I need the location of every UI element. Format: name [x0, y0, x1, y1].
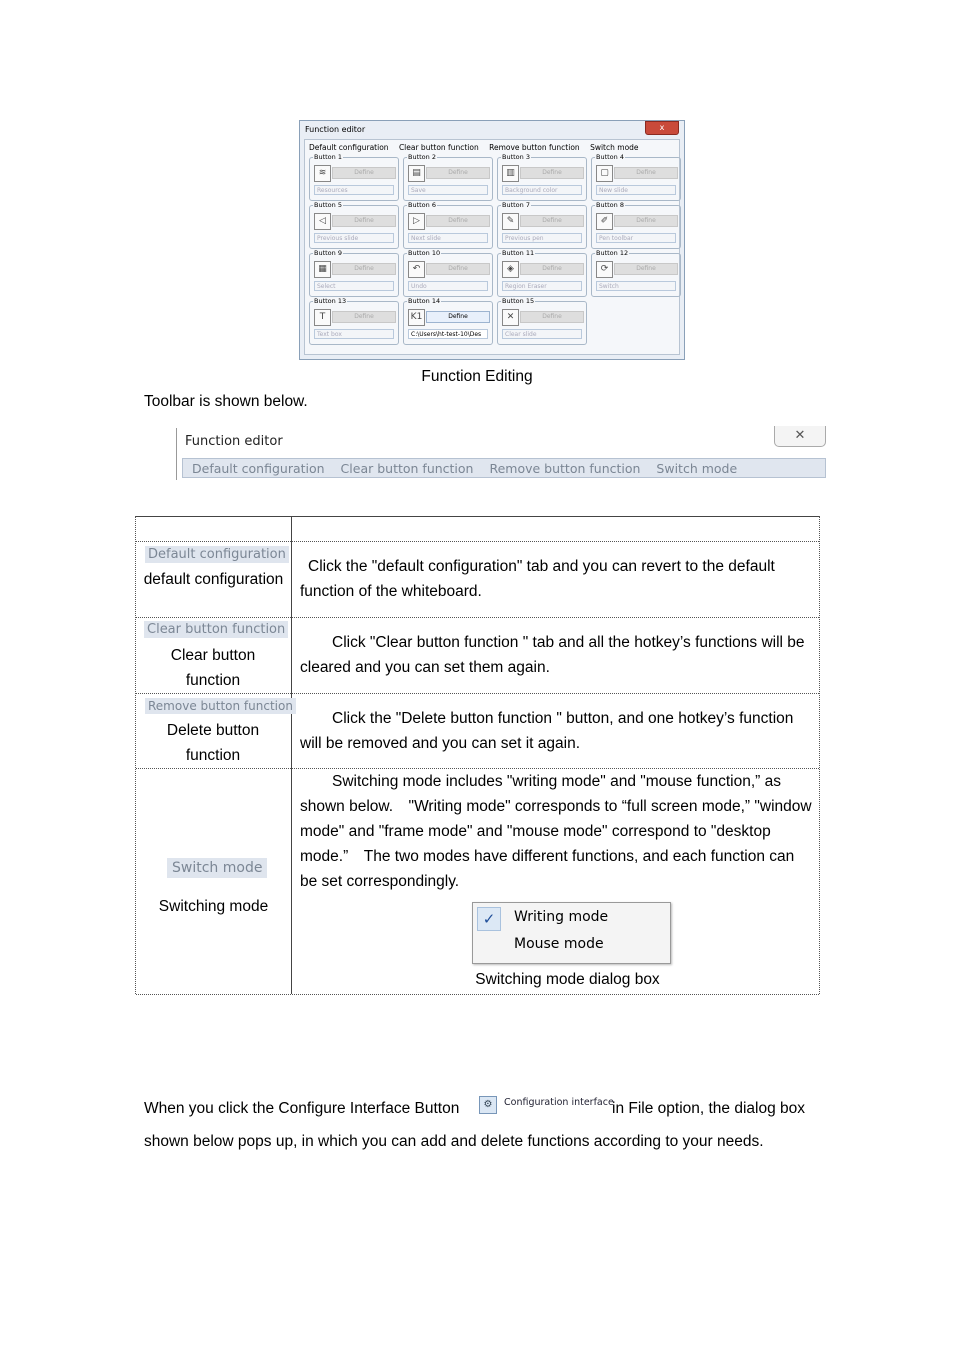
row-desc-switching-mode: Switching mode includes "writing mode" and "mouse function,” as shown below. "Writing mode" corresponds to “full screen mode,” "window mode" and "frame mode" and "mouse mode" correspond to "desktop mode.” The two modes have different functions, and each function can be set correspondingly.: [300, 773, 812, 890]
button-group-8: [591, 201, 681, 249]
text-box-icon: T: [314, 309, 331, 326]
define-button[interactable]: Define: [520, 215, 584, 227]
menu-item-mouse-mode[interactable]: Mouse mode: [514, 936, 604, 952]
toolbar-clear-button-function[interactable]: Clear button function: [340, 461, 474, 476]
define-button[interactable]: Define: [426, 215, 490, 227]
toolbar-switch-mode[interactable]: Switch mode: [656, 461, 738, 476]
row-name-clear-button-function: Clear button function: [170, 647, 256, 689]
layers-icon: ≋: [314, 165, 331, 182]
chip-default-configuration: Default configuration: [145, 546, 289, 563]
button-group-label: Button 2: [408, 153, 436, 161]
switch-icon: ⟳: [596, 261, 613, 278]
chip-switch-mode: Switch mode: [167, 858, 267, 878]
row-desc-clear-button-function: Click "Clear button function " tab and all the hotkey’s functions will be cleared and you can set them again.: [300, 634, 805, 676]
button-group-14: [403, 297, 493, 345]
function-editor-menu: [309, 143, 647, 152]
menu-item-writing-mode[interactable]: Writing mode: [514, 909, 609, 925]
button-group-4: [591, 153, 681, 201]
row-name-default-configuration: default configuration: [143, 571, 284, 588]
toolbar-remove-button-function[interactable]: Remove button function: [489, 461, 641, 476]
function-field[interactable]: Previous pen: [502, 233, 582, 243]
function-field[interactable]: Select: [314, 281, 394, 291]
menu-remove-button-function[interactable]: Remove button function: [489, 143, 580, 152]
function-field[interactable]: Next slide: [408, 233, 488, 243]
toolbar-close-icon[interactable]: ✕: [774, 426, 826, 447]
button-group-label: Button 5: [314, 201, 342, 209]
function-field[interactable]: Switch: [596, 281, 676, 291]
button-group-2: [403, 153, 493, 201]
background-icon: ▥: [502, 165, 519, 182]
function-editor-body: [304, 139, 680, 355]
k1-icon: K1: [408, 309, 425, 326]
button-group-label: Button 15: [502, 297, 535, 305]
function-field[interactable]: Save: [408, 185, 488, 195]
menu-default-configuration[interactable]: Default configuration: [309, 143, 389, 152]
undo-icon: ↶: [408, 261, 425, 278]
menu-switch-mode[interactable]: Switch mode: [590, 143, 639, 152]
button-group-7: [497, 201, 587, 249]
config-text-before: When you click the Configure Interface Button: [144, 1100, 460, 1117]
define-button[interactable]: Define: [426, 311, 490, 323]
button-group-label: Button 13: [314, 297, 347, 305]
button-group-6: [403, 201, 493, 249]
switch-mode-menu: [472, 902, 671, 964]
button-group-13: [309, 297, 399, 345]
row-desc-delete-button-function: Click the "Delete button function " button, and one hotkey’s function will be removed and you can set it again.: [300, 710, 794, 752]
button-group-5: [309, 201, 399, 249]
define-button[interactable]: Define: [332, 263, 396, 275]
function-field[interactable]: C:\Users\ht-test-10\Des: [408, 329, 488, 339]
toolbar-screenshot: [176, 424, 826, 480]
define-button[interactable]: Define: [520, 263, 584, 275]
button-group-1: [309, 153, 399, 201]
new-slide-icon: ▢: [596, 165, 613, 182]
caption-switching-mode: Switching mode dialog box: [475, 971, 660, 988]
config-text-after: in File option, the dialog box: [612, 1100, 806, 1117]
button-group-label: Button 1: [314, 153, 342, 161]
function-field[interactable]: Text box: [314, 329, 394, 339]
close-button[interactable]: x: [645, 121, 679, 135]
function-field[interactable]: Clear slide: [502, 329, 582, 339]
define-button[interactable]: Define: [614, 263, 678, 275]
define-button[interactable]: Define: [426, 263, 490, 275]
button-group-label: Button 12: [596, 249, 629, 257]
previous-slide-icon: ◁: [314, 213, 331, 230]
row-name-switching-mode: Switching mode: [158, 898, 269, 915]
define-button[interactable]: Define: [614, 167, 678, 179]
toolbar-default-configuration[interactable]: Default configuration: [192, 461, 325, 476]
toolbar-title: Function editor: [185, 434, 283, 449]
button-group-label: Button 9: [314, 249, 342, 257]
configuration-interface-button: [477, 1094, 614, 1116]
eraser-icon: ◈: [502, 261, 519, 278]
button-group-label: Button 7: [502, 201, 530, 209]
button-group-label: Button 10: [408, 249, 441, 257]
menu-clear-button-function[interactable]: Clear button function: [398, 143, 479, 152]
function-field[interactable]: Background color: [502, 185, 582, 195]
function-field[interactable]: Undo: [408, 281, 488, 291]
function-field[interactable]: Region Eraser: [502, 281, 582, 291]
button-group-label: Button 8: [596, 201, 624, 209]
button-group-label: Button 11: [502, 249, 535, 257]
function-field[interactable]: New slide: [596, 185, 676, 195]
define-button[interactable]: Define: [332, 311, 396, 323]
function-field[interactable]: Pen toolbar: [596, 233, 676, 243]
button-group-11: [497, 249, 587, 297]
configuration-interface-label: Configuration interface: [504, 1097, 614, 1108]
gear-icon: ⚙: [479, 1096, 497, 1114]
pen-icon: ✎: [502, 213, 519, 230]
define-button[interactable]: Define: [614, 215, 678, 227]
pen-toolbar-icon: ✐: [596, 213, 613, 230]
define-button[interactable]: Define: [332, 215, 396, 227]
row-desc-default-configuration: Click the "default configuration" tab and you can revert to the default function of the whiteboard.: [300, 558, 775, 600]
caption-function-editing: Function Editing: [421, 368, 533, 385]
button-group-label: Button 3: [502, 153, 530, 161]
define-button[interactable]: Define: [332, 167, 396, 179]
row-name-delete-button-function: Delete button function: [166, 722, 260, 764]
button-group-label: Button 6: [408, 201, 436, 209]
define-button[interactable]: Define: [426, 167, 490, 179]
function-field[interactable]: Resources: [314, 185, 394, 195]
chip-remove-button-function: Remove button function: [145, 698, 296, 714]
button-group-12: [591, 249, 681, 297]
save-icon: ▤: [408, 165, 425, 182]
function-editor-screenshot: [299, 120, 685, 360]
checkmark-icon: ✓: [477, 907, 501, 931]
config-text-line2: shown below pops up, in which you can add and delete functions according to your needs.: [144, 1133, 764, 1150]
select-icon: ▦: [314, 261, 331, 278]
clear-slide-icon: ✕: [502, 309, 519, 326]
define-button[interactable]: Define: [520, 167, 584, 179]
button-group-9: [309, 249, 399, 297]
button-group-3: [497, 153, 587, 201]
toolbar-intro: Toolbar is shown below.: [144, 393, 308, 410]
toolbar-bar: [182, 458, 826, 478]
next-slide-icon: ▷: [408, 213, 425, 230]
define-button[interactable]: Define: [520, 311, 584, 323]
function-field[interactable]: Previous slide: [314, 233, 394, 243]
chip-clear-button-function: Clear button function: [144, 621, 288, 638]
button-group-15: [497, 297, 587, 345]
button-group-label: Button 4: [596, 153, 624, 161]
button-group-label: Button 14: [408, 297, 441, 305]
button-group-10: [403, 249, 493, 297]
function-editor-title: Function editor: [305, 125, 366, 134]
